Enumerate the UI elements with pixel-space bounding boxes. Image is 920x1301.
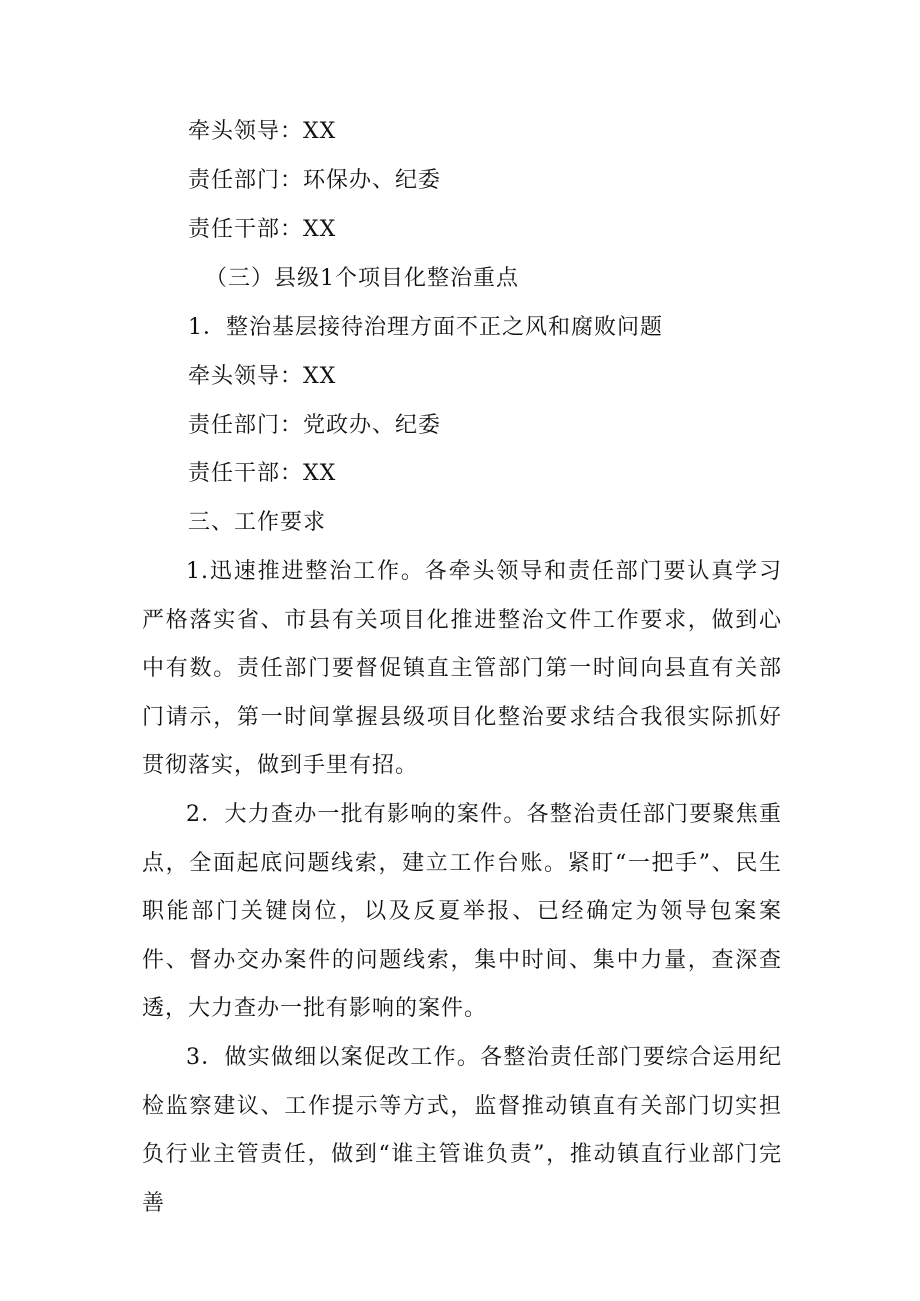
lead-leader-line: 牵头领导：XX <box>188 119 337 144</box>
county-lead-leader-line: 牵头领导：XX <box>188 364 337 389</box>
requirement-paragraph-2: 2．大力查办一批有影响的案件。各整治责任部门要聚焦重点，全面起底问题线索，建立工作台账。紧盯“一把手”、民生职能部门关键岗位，以及反夏举报、已经确定为领导包案案件、督办交办案件的问题线索，集中时间、集中力量，查深查透，大力查办一批有影响的案件。 <box>142 802 782 1022</box>
responsible-cadre-line: 责任干部：XX <box>188 217 337 242</box>
county-responsible-dept-line: 责任部门：党政办、纪委 <box>188 413 442 438</box>
work-requirements-heading: 三、工作要求 <box>188 510 327 535</box>
county-item-title: 1．整治基层接待治理方面不正之风和腐败问题 <box>188 315 663 340</box>
county-responsible-cadre-line: 责任干部：XX <box>188 461 337 486</box>
section-heading-county: （三）县级1个项目化整治重点 <box>205 266 519 291</box>
requirement-paragraph-3: 3．做实做细以案促改工作。各整治责任部门要综合运用纪检监察建议、工作提示等方式，监督推动镇直有关部门切实担负行业主管责任，做到“谁主管谁负责”，推动镇直行业部门完善 <box>142 1045 782 1216</box>
responsible-dept-line: 责任部门：环保办、纪委 <box>188 168 442 193</box>
requirement-paragraph-1: 1.迅速推进整治工作。各牵头领导和责任部门要认真学习严格落实省、市县有关项目化推进整治文件工作要求，做到心中有数。责任部门要督促镇直主管部门第一时间向县直有关部门请示，第一时间掌握县级项目化整治要求结合我很实际抓好贯彻落实，做到手里有招。 <box>142 559 782 779</box>
